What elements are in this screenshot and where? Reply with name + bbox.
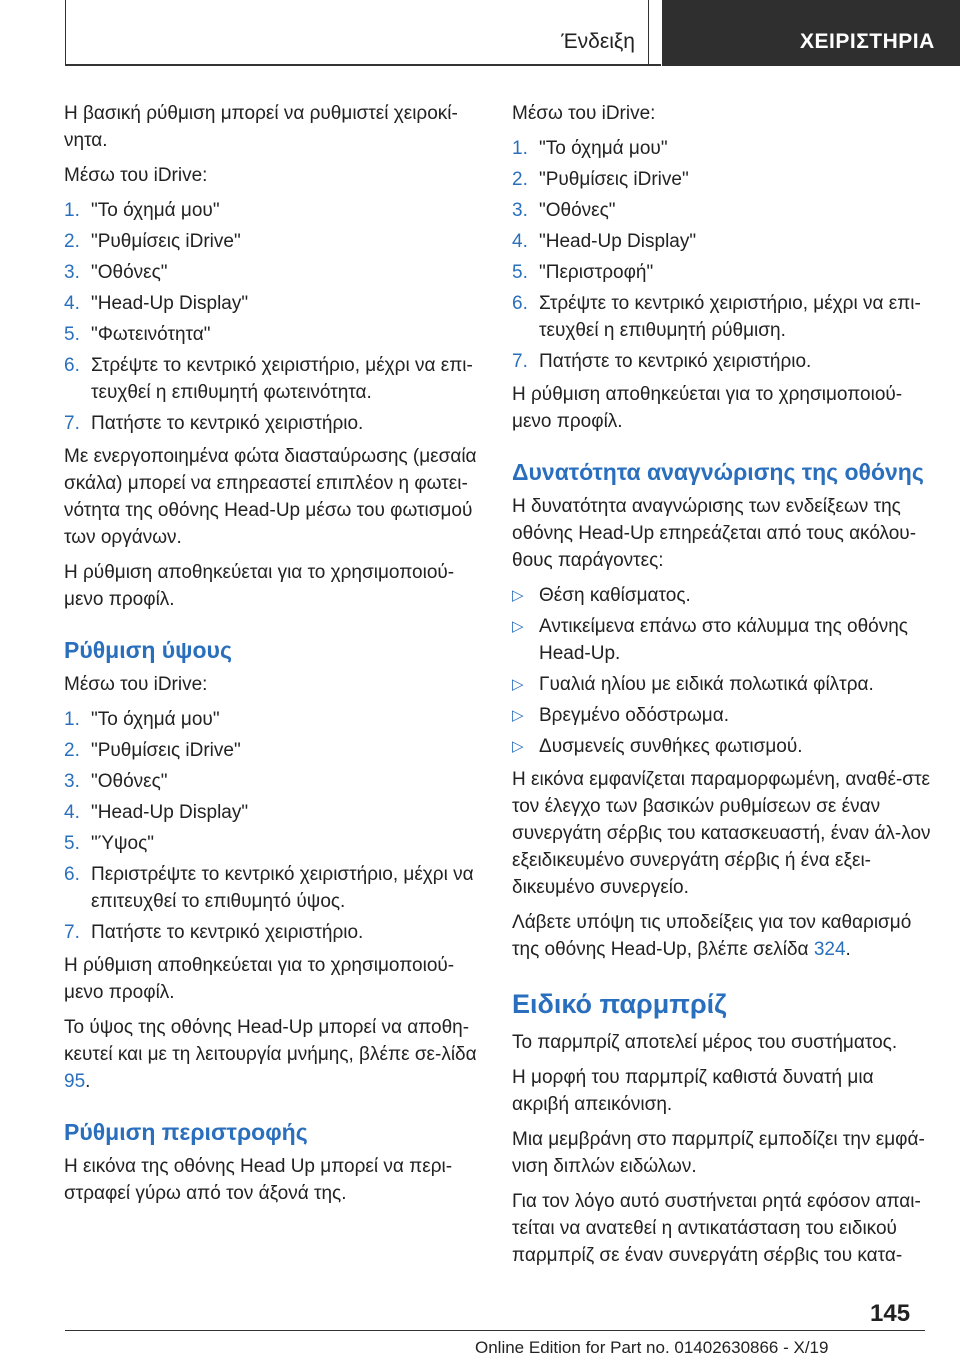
list-item [64,290,484,317]
bullet-text: Βρεγμένο οδόστρωμα. [539,705,730,726]
paragraph: Η βασική ρύθμιση μπορεί να ρυθμιστεί χειροκί-νητα. [64,103,458,151]
step-number: 2. [64,740,80,761]
step-text: Στρέψτε το κεντρικό χειριστήριο, μέχρι να επι-τευχθεί η επιθυμητή φωτεινότητα. [91,355,473,403]
list-item [64,799,484,826]
bullet-text: Δυσμενείς συνθήκες φωτισμού. [539,736,803,757]
step-number: 7. [512,351,528,372]
step-text: Πατήστε το κεντρικό χειριστήριο. [539,351,812,372]
page-number: 145 [870,1300,911,1327]
header-section-title: Ένδειξη [561,30,635,53]
list-item [64,706,484,733]
factors-list [512,582,932,760]
step-number: 6. [64,355,80,376]
step-number: 2. [64,231,80,252]
step-text: Περιστρέψτε το κεντρικό χειριστήριο, μέχρι να επιτευχθεί το επιθυμητό ύψος. [91,864,474,912]
step-text: Πατήστε το κεντρικό χειριστήριο. [91,922,364,943]
step-number: 5. [64,324,80,345]
step-text: "Οθόνες" [91,262,168,283]
text: . [85,1071,91,1092]
edition-footer: Online Edition for Part no. 01402630866 - X/19 [475,1338,829,1357]
heading-height-adjustment: Ρύθμιση ύψους [64,637,232,663]
heading-special-windshield: Ειδικό παρμπρίζ [512,989,727,1019]
header-chapter-tab: ΧΕΙΡΙΣΤΗΡΙΑ [662,0,960,66]
page-link-95[interactable]: 95 [64,1071,86,1092]
paragraph-memory [64,1014,484,1095]
step-text: "Ρυθμίσεις iDrive" [539,169,689,190]
step-number: 4. [64,802,80,823]
step-number: 5. [64,833,80,854]
step-number: 1. [512,138,528,159]
triangle-bullet-icon: ▷ [512,618,524,635]
paragraph: Μέσω του iDrive: [512,103,656,124]
bullet-text: Θέση καθίσματος. [539,585,691,606]
step-text: "Φωτεινότητα" [91,324,211,345]
page-header [0,0,960,66]
list-item [64,830,484,857]
step-number: 4. [64,293,80,314]
paragraph: Η ρύθμιση αποθηκεύεται για το χρησιμοποιού-μενο προφίλ. [64,955,455,1003]
step-text: Στρέψτε το κεντρικό χειριστήριο, μέχρι να επι-τευχθεί η επιθυμητή ρύθμιση. [539,293,921,341]
step-text: "Οθόνες" [91,771,168,792]
paragraph: Μια μεμβράνη στο παρμπρίζ εμποδίζει την εμφά-νιση διπλών ειδώλων. [512,1129,925,1177]
list-item [512,197,932,224]
paragraph: Η δυνατότητα αναγνώρισης των ενδείξεων της οθόνης Head-Up επηρεάζεται από τους ακόλου-θους παράγοντες: [512,496,917,571]
step-number: 5. [512,262,528,283]
step-text: "Οθόνες" [539,200,616,221]
step-number: 4. [512,231,528,252]
list-item [512,702,932,729]
step-text: "Ύψος" [91,833,155,854]
header-rule-left [65,0,66,66]
footer-rule [65,1330,925,1331]
left-column [64,100,484,1215]
list-item [512,582,932,609]
step-number: 6. [64,864,80,885]
bullet-text: Αντικείμενα επάνω στο κάλυμμα της οθόνης Head-Up. [539,616,908,664]
heading-display-visibility: Δυνατότητα αναγνώρισης της οθόνης [512,459,924,485]
list-item [64,259,484,286]
step-text: Πατήστε το κεντρικό χειριστήριο. [91,413,364,434]
paragraph-cleaning [512,909,932,963]
step-number: 6. [512,293,528,314]
step-number: 3. [512,200,528,221]
step-text: "Περιστροφή" [539,262,654,283]
page-link-324[interactable]: 324 [813,939,846,960]
triangle-bullet-icon: ▷ [512,587,524,604]
list-item [64,737,484,764]
list-item [512,348,932,375]
right-column [512,100,932,1277]
list-item [64,228,484,255]
list-item [64,352,484,406]
step-number: 7. [64,413,80,434]
list-item [64,197,484,224]
step-text: "Το όχημά μου" [539,138,668,159]
step-number: 3. [64,771,80,792]
step-text: "Head-Up Display" [91,802,249,823]
list-item [512,671,932,698]
step-number: 2. [512,169,528,190]
list-item [512,135,932,162]
text: Λάβετε υπόψη τις υποδείξεις για τον καθαρισμό της οθόνης Head-Up, βλέπε σελίδα [512,912,912,960]
step-text: "Ρυθμίσεις iDrive" [91,740,241,761]
paragraph: Μέσω του iDrive: [64,165,208,186]
paragraph: Η ρύθμιση αποθηκεύεται για το χρησιμοποιού-μενο προφίλ. [64,562,455,610]
list-item [64,321,484,348]
text: Το ύψος της οθόνης Head-Up μπορεί να αποθη-κευτεί και με τη λειτουργία μνήμης, βλέπε σε-λίδα [64,1017,477,1065]
steps-list-rotation [512,135,932,375]
list-item [512,166,932,193]
list-item [512,733,932,760]
step-text: "Head-Up Display" [539,231,697,252]
paragraph: Η εικόνα της οθόνης Head Up μπορεί να περι-στραφεί γύρω από τον άξονά της. [64,1156,453,1204]
list-item [512,259,932,286]
step-text: "Ρυθμίσεις iDrive" [91,231,241,252]
list-item [64,410,484,437]
header-rule-bottom [65,64,661,66]
step-number: 1. [64,709,80,730]
list-item [64,861,484,915]
paragraph: Για τον λόγο αυτό συστήνεται ρητά εφόσον απαι-τείται να ανατεθεί η αντικατάσταση του ειδικού παρμπρίζ σε έναν συνεργάτη σέρβις του κατα- [512,1191,921,1266]
paragraph: Με ενεργοποιημένα φώτα διασταύρωσης (μεσαία σκάλα) μπορεί να επηρεαστεί επιπλέον η φωτει-νότητα της οθόνης Head-Up μέσω του φωτισμού των οργάνων. [64,446,477,548]
triangle-bullet-icon: ▷ [512,707,524,724]
paragraph: Η μορφή του παρμπρίζ καθιστά δυνατή μια ακριβή απεικόνιση. [512,1067,874,1115]
triangle-bullet-icon: ▷ [512,738,524,755]
list-item [64,768,484,795]
paragraph: Η εικόνα εμφανίζεται παραμορφωμένη, αναθέ-στε τον έλεγχο των βασικών ρυθμίσεων σε έναν συνεργάτη σέρβις του κατασκευαστή, έναν άλ-λον εξειδικευμένο συνεργάτη σέρβις ή ένα εξει-δικευμένο συνεργείο. [512,769,931,898]
step-text: "Το όχημά μου" [91,709,220,730]
list-item [64,919,484,946]
step-number: 7. [64,922,80,943]
header-rule-right [648,0,649,66]
bullet-text: Γυαλιά ηλίου με ειδικά πολωτικά φίλτρα. [539,674,874,695]
heading-rotation-adjustment: Ρύθμιση περιστροφής [64,1119,308,1145]
triangle-bullet-icon: ▷ [512,676,524,693]
step-text: "Το όχημά μου" [91,200,220,221]
paragraph: Μέσω του iDrive: [64,674,208,695]
steps-list-height [64,706,484,946]
step-text: "Head-Up Display" [91,293,249,314]
step-number: 1. [64,200,80,221]
paragraph: Το παρμπρίζ αποτελεί μέρος του συστήματος. [512,1032,898,1053]
paragraph: Η ρύθμιση αποθηκεύεται για το χρησιμοποιού-μενο προφίλ. [512,384,903,432]
steps-list-brightness [64,197,484,437]
list-item [512,613,932,667]
list-item [512,228,932,255]
list-item [512,290,932,344]
step-number: 3. [64,262,80,283]
text: . [845,939,851,960]
